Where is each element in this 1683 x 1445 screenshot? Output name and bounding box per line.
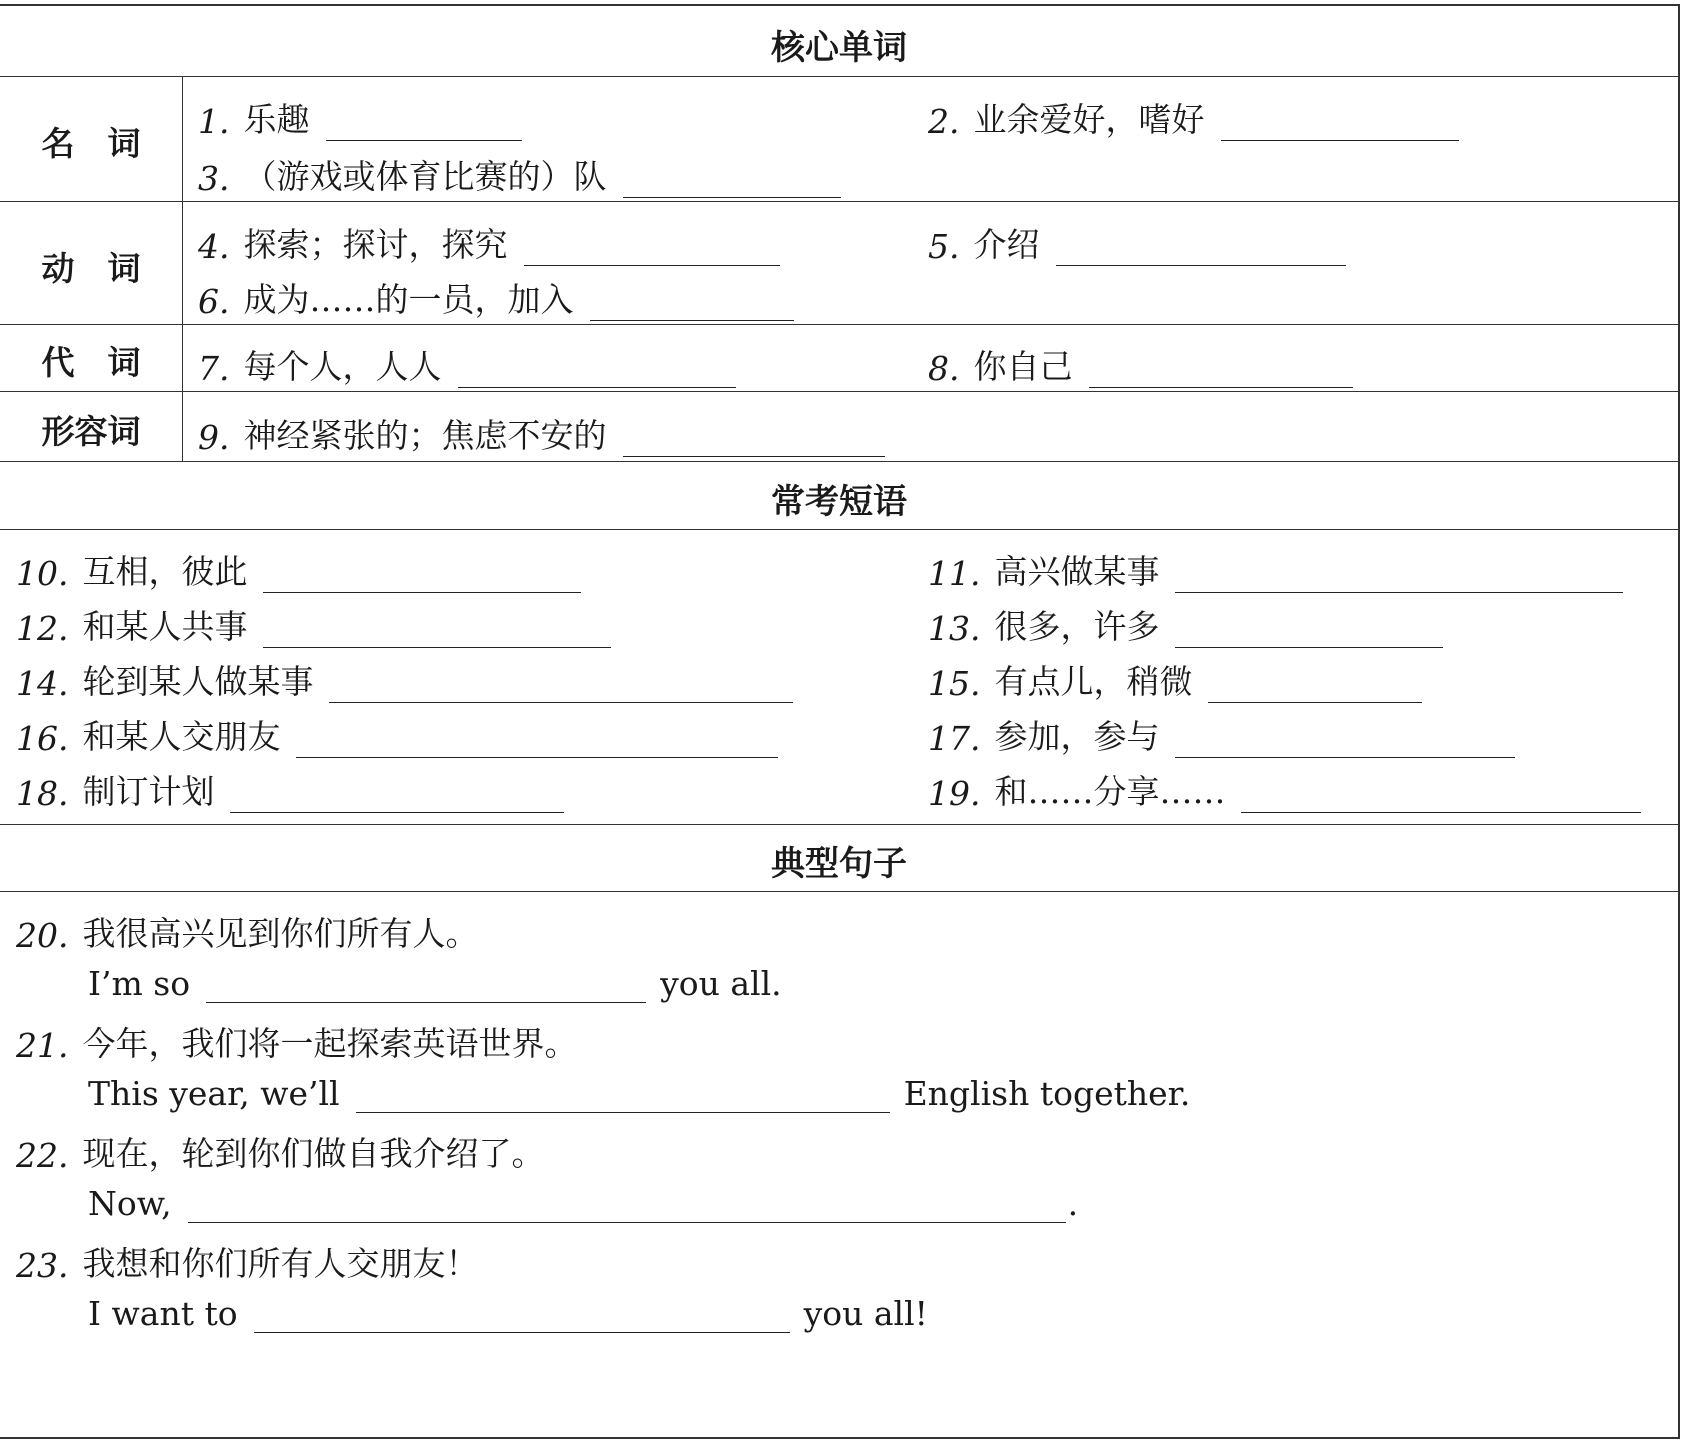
item-text: 和某人交朋友: [82, 717, 281, 756]
item-number: 1.: [198, 102, 230, 141]
sentence-chinese: 我很高兴见到你们所有人。: [82, 914, 479, 953]
section-title-phrases: 常考短语: [771, 482, 907, 522]
answer-blank[interactable]: [623, 167, 841, 198]
answer-blank[interactable]: [1175, 727, 1515, 758]
item-number: 3.: [198, 159, 230, 198]
item-text: 参加，参与: [994, 717, 1160, 756]
answer-blank[interactable]: [1208, 672, 1422, 703]
item-number: 9.: [198, 418, 230, 457]
item-number: 11.: [928, 554, 981, 593]
divider: [0, 76, 1678, 77]
sentence-chinese: 现在，轮到你们做自我介绍了。: [82, 1134, 545, 1173]
item-text: 高兴做某事: [994, 552, 1160, 591]
item-number: 4.: [198, 227, 230, 266]
answer-blank[interactable]: [263, 562, 581, 593]
column-divider: [182, 76, 183, 461]
word-item: [198, 341, 736, 388]
answer-blank[interactable]: [230, 782, 564, 813]
sentence-chinese: 我想和你们所有人交朋友！: [82, 1244, 479, 1283]
answer-blank[interactable]: [296, 727, 778, 758]
sentence-en-start: I want to: [88, 1294, 238, 1333]
sentence-en-end: you all!: [803, 1294, 928, 1333]
item-text: 成为……的一员，加入: [243, 280, 574, 319]
item-number: 2.: [928, 102, 960, 141]
pos-noun: 名 词: [41, 124, 141, 163]
phrase-item: [16, 601, 611, 648]
answer-blank[interactable]: [458, 357, 736, 388]
item-text: 神经紧张的；焦虑不安的: [243, 416, 607, 455]
sentence-en-end: .: [1067, 1184, 1079, 1223]
sentence-english: [88, 964, 782, 1003]
sentence-prompt: [16, 908, 478, 955]
item-text: 有点儿，稍微: [994, 662, 1193, 701]
item-text: 你自己: [973, 347, 1073, 386]
sentence-prompt: [16, 1238, 478, 1285]
item-text: 介绍: [973, 225, 1040, 264]
item-number: 10.: [16, 554, 69, 593]
item-number: 20.: [16, 916, 69, 955]
worksheet-table: [0, 4, 1680, 1439]
item-text: 很多，许多: [994, 607, 1160, 646]
answer-blank[interactable]: [524, 235, 780, 266]
item-text: 轮到某人做某事: [82, 662, 314, 701]
phrase-item: [16, 656, 793, 703]
sentence-en-end: you all.: [660, 964, 782, 1003]
phrase-item: [928, 601, 1443, 648]
word-item: [198, 219, 780, 266]
answer-blank[interactable]: [326, 110, 522, 141]
divider: [0, 324, 1678, 325]
phrase-item: [16, 766, 564, 813]
sentence-prompt: [16, 1128, 544, 1175]
section-title-sentences: 典型句子: [771, 844, 907, 884]
divider: [0, 891, 1678, 892]
sentence-prompt: [16, 1018, 577, 1065]
item-number: 12.: [16, 609, 69, 648]
sentence-english: [88, 1184, 1078, 1223]
word-item: [198, 94, 522, 141]
sentence-en-start: This year, we’ll: [88, 1074, 340, 1113]
answer-blank[interactable]: [1221, 110, 1459, 141]
phrase-item: [928, 711, 1515, 758]
item-number: 14.: [16, 664, 69, 703]
pos-verb: 动 词: [41, 249, 141, 288]
answer-blank[interactable]: [356, 1082, 890, 1113]
phrase-item: [16, 711, 778, 758]
pos-pronoun: 代 词: [41, 343, 141, 382]
sentence-chinese: 今年，我们将一起探索英语世界。: [82, 1024, 578, 1063]
sentence-en-start: Now,: [88, 1184, 172, 1223]
word-item: [928, 341, 1353, 388]
item-number: 5.: [928, 227, 960, 266]
answer-blank[interactable]: [1241, 782, 1641, 813]
item-number: 18.: [16, 774, 69, 813]
item-text: 和……分享……: [994, 772, 1226, 811]
item-text: 业余爱好，嗜好: [973, 100, 1205, 139]
item-number: 21.: [16, 1026, 69, 1065]
answer-blank[interactable]: [254, 1302, 790, 1333]
answer-blank[interactable]: [590, 290, 794, 321]
divider: [0, 529, 1678, 530]
answer-blank[interactable]: [206, 972, 646, 1003]
item-number: 13.: [928, 609, 981, 648]
item-text: 和某人共事: [82, 607, 248, 646]
answer-blank[interactable]: [329, 672, 793, 703]
item-number: 8.: [928, 349, 960, 388]
item-text: 制订计划: [82, 772, 215, 811]
word-item: [928, 94, 1459, 141]
word-item: [198, 410, 885, 457]
answer-blank[interactable]: [1175, 562, 1623, 593]
item-text: （游戏或体育比赛的）队: [243, 157, 607, 196]
phrase-item: [928, 766, 1641, 813]
sentence-en-end: English together.: [903, 1074, 1191, 1113]
pos-adjective: 形容词: [41, 412, 141, 451]
item-number: 7.: [198, 349, 230, 388]
item-number: 15.: [928, 664, 981, 703]
phrase-item: [928, 656, 1422, 703]
divider: [0, 461, 1678, 462]
item-text: 探索；探讨，探究: [243, 225, 508, 264]
sentence-english: [88, 1294, 928, 1333]
sentence-en-start: I’m so: [88, 964, 191, 1003]
item-number: 16.: [16, 719, 69, 758]
item-number: 17.: [928, 719, 981, 758]
answer-blank[interactable]: [263, 617, 611, 648]
item-number: 6.: [198, 282, 230, 321]
section-title-words: 核心单词: [771, 28, 907, 68]
item-number: 23.: [16, 1246, 69, 1285]
sentence-english: [88, 1074, 1190, 1113]
item-text: 互相，彼此: [82, 552, 248, 591]
word-item: [198, 151, 841, 198]
phrase-item: [928, 546, 1623, 593]
answer-blank[interactable]: [1175, 617, 1443, 648]
divider: [0, 391, 1678, 392]
item-number: 19.: [928, 774, 981, 813]
item-text: 每个人，人人: [243, 347, 442, 386]
item-text: 乐趣: [243, 100, 310, 139]
phrase-item: [16, 546, 581, 593]
divider: [0, 824, 1678, 825]
answer-blank[interactable]: [188, 1192, 1066, 1223]
answer-blank[interactable]: [623, 426, 885, 457]
word-item: [198, 274, 794, 321]
word-item: [928, 219, 1346, 266]
divider: [0, 201, 1678, 202]
answer-blank[interactable]: [1089, 357, 1353, 388]
answer-blank[interactable]: [1056, 235, 1346, 266]
item-number: 22.: [16, 1136, 69, 1175]
